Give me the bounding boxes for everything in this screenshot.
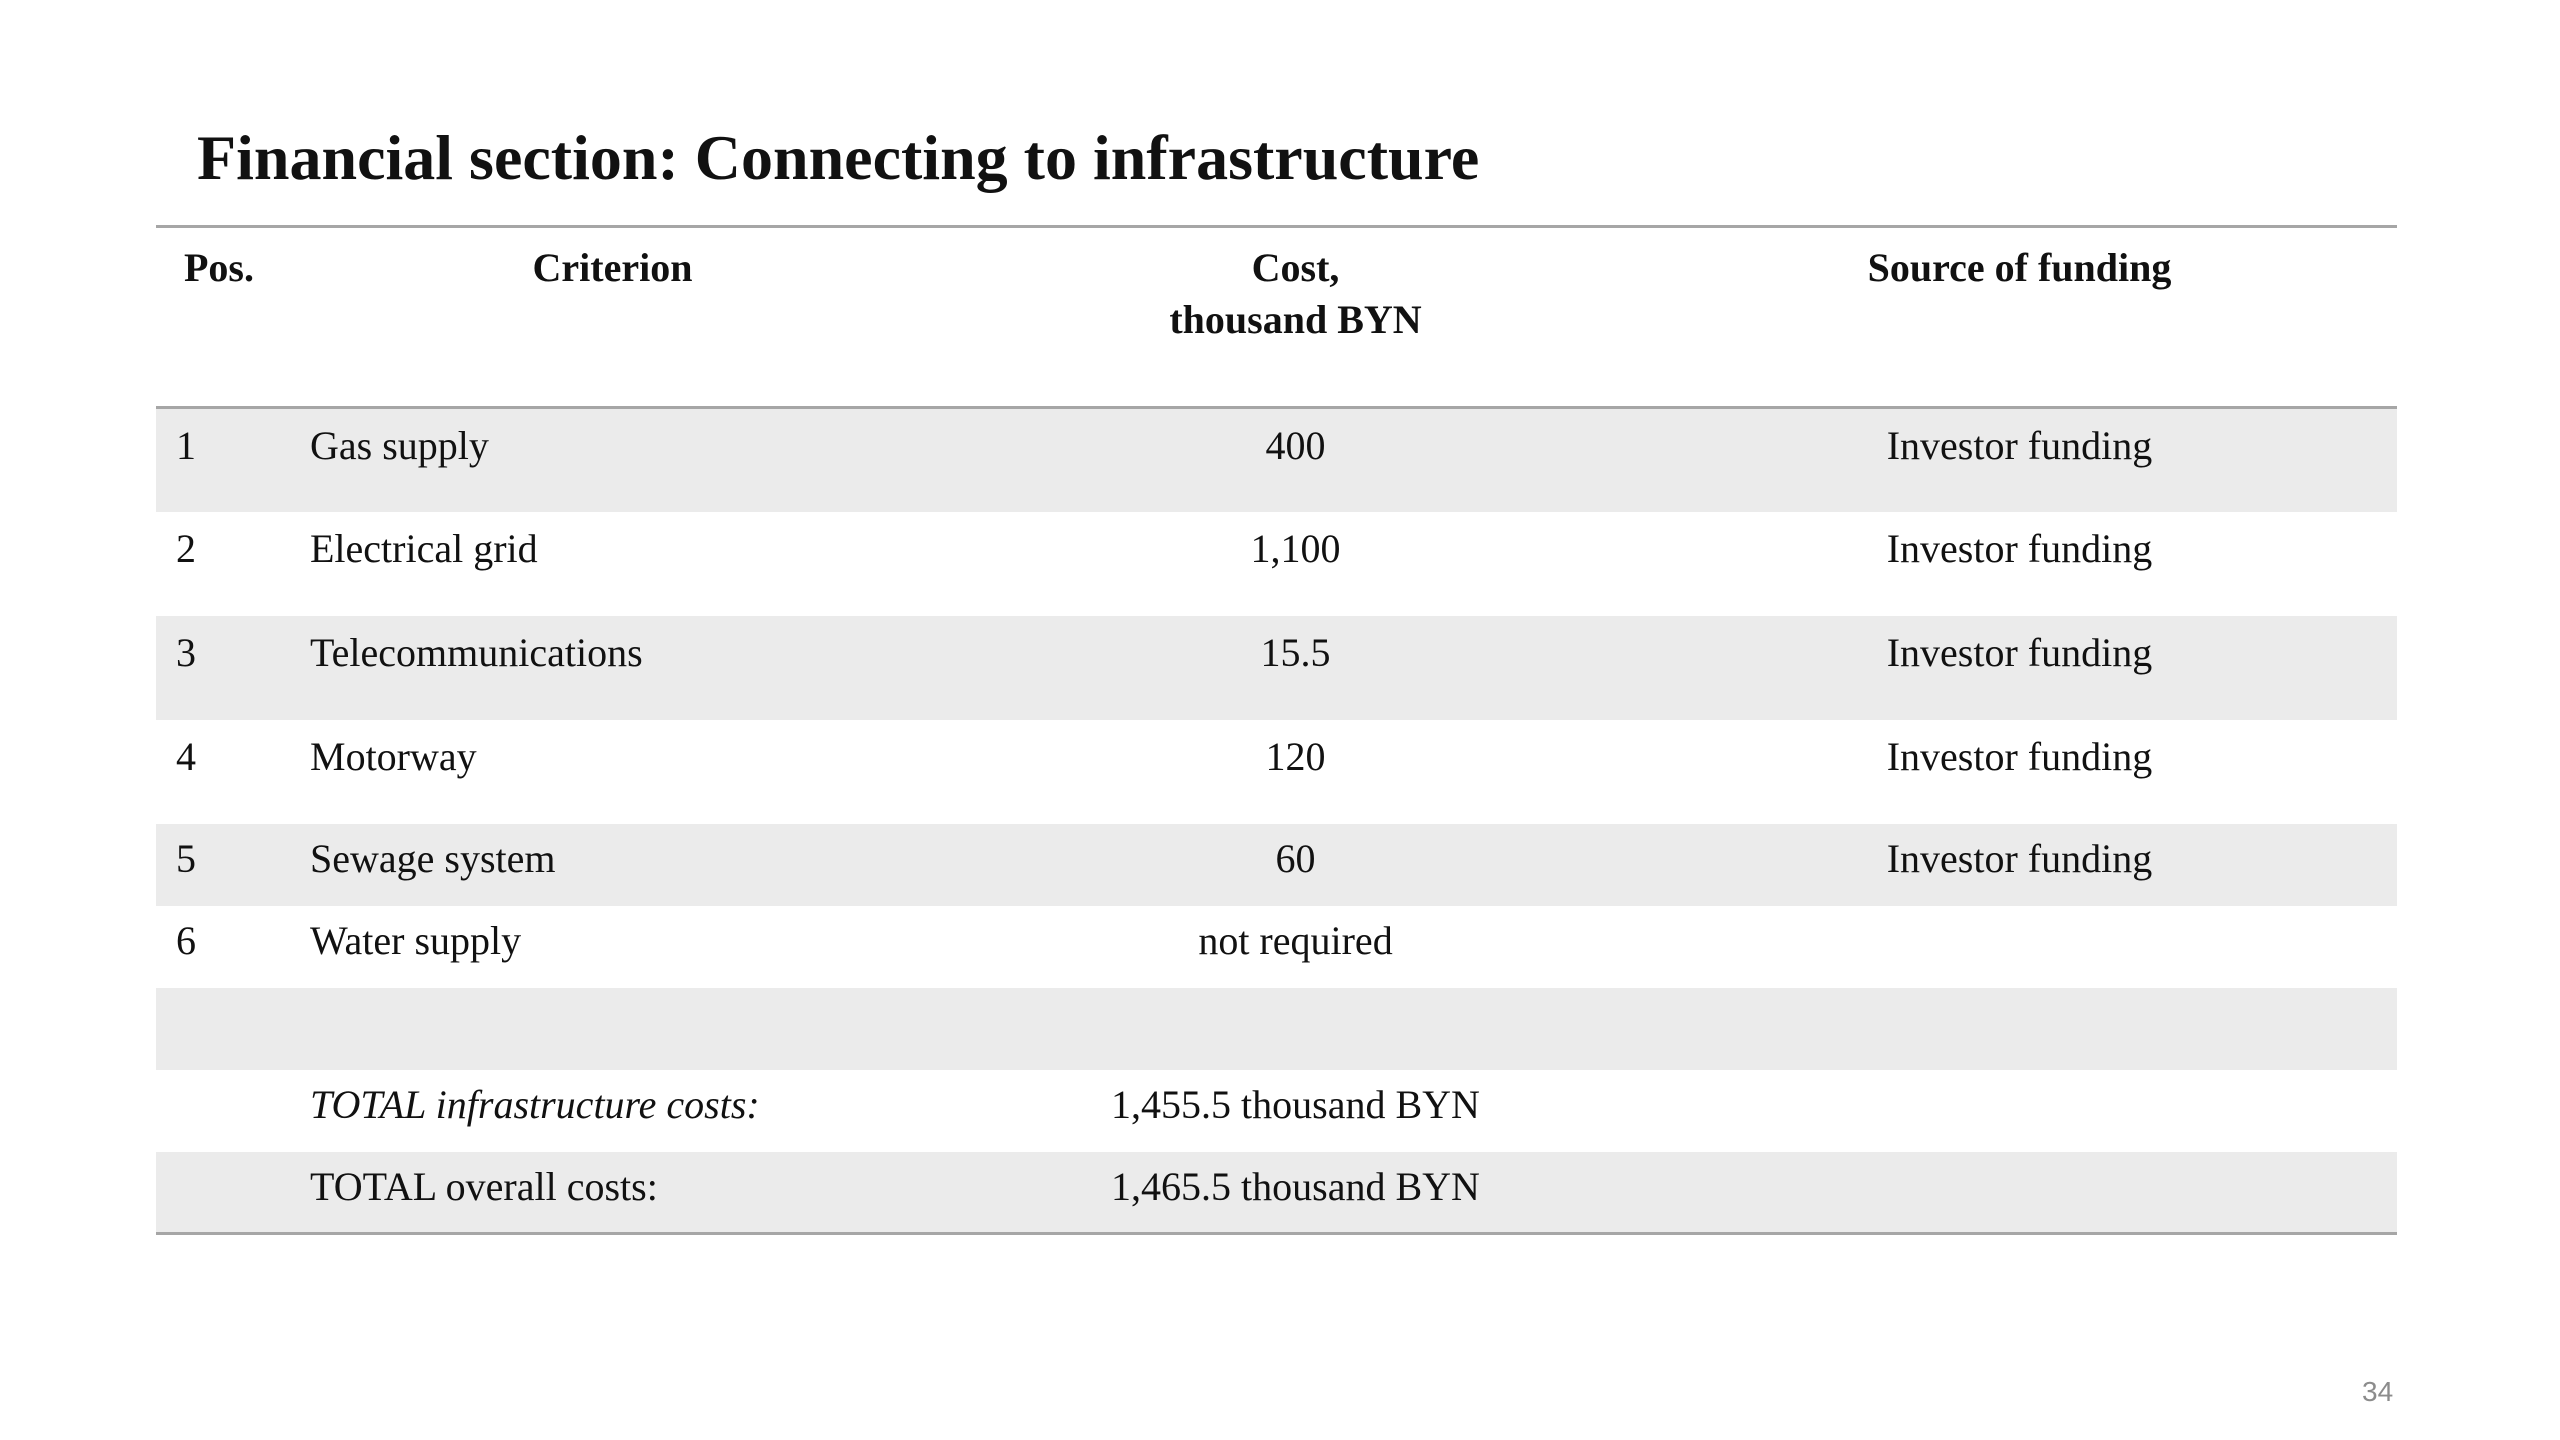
header-cost-line2: thousand BYN <box>1169 297 1422 342</box>
row-source: Investor funding <box>1886 525 2153 571</box>
row-criterion: Motorway <box>310 733 477 779</box>
row-source <box>1642 906 2397 988</box>
table-row <box>156 720 2397 824</box>
row-pos: 4 <box>176 733 196 779</box>
row-cost: 60 <box>1275 835 1316 881</box>
table-row <box>156 616 2397 720</box>
total-overall-label: TOTAL overall costs: <box>310 1163 658 1209</box>
row-criterion: Electrical grid <box>310 525 538 571</box>
row-pos: 3 <box>176 629 196 675</box>
table-row <box>156 906 2397 988</box>
total-overall-row <box>156 1152 2397 1234</box>
row-pos: 1 <box>176 423 196 468</box>
row-cost: 120 <box>1265 733 1326 779</box>
page-number: 34 <box>2362 1376 2394 1407</box>
row-source: Investor funding <box>1886 629 2153 675</box>
row-cost: not required <box>1198 917 1393 963</box>
row-pos: 5 <box>176 835 196 881</box>
empty-row <box>156 988 2397 1070</box>
row-cost: 1,100 <box>1250 525 1341 571</box>
infrastructure-cost-table <box>156 225 2397 1235</box>
row-criterion: Gas supply <box>310 423 489 468</box>
table-header-row <box>156 227 2397 408</box>
table-row <box>156 408 2397 512</box>
header-cost <box>949 227 1642 408</box>
total-infrastructure-value: 1,455.5 thousand BYN <box>1111 1081 1480 1127</box>
row-cost: 15.5 <box>1260 629 1331 675</box>
total-infrastructure-label: TOTAL infrastructure costs: <box>310 1081 760 1127</box>
table-row <box>156 824 2397 906</box>
header-source: Source of funding <box>1867 245 2172 290</box>
row-pos: 6 <box>176 917 196 963</box>
table-row <box>156 512 2397 616</box>
header-criterion: Criterion <box>532 245 693 290</box>
row-criterion: Water supply <box>310 917 522 963</box>
row-pos: 2 <box>176 525 196 571</box>
row-criterion: Sewage system <box>310 835 556 881</box>
total-infrastructure-row <box>156 1070 2397 1152</box>
row-source: Investor funding <box>1886 733 2153 779</box>
row-source: Investor funding <box>1886 835 2153 881</box>
header-cost-line1: Cost, <box>1251 245 1340 290</box>
row-cost: 400 <box>1265 423 1326 468</box>
row-criterion: Telecommunications <box>310 629 643 675</box>
slide-title: Financial section: Connecting to infrastructure <box>197 122 1480 193</box>
total-overall-value: 1,465.5 thousand BYN <box>1111 1163 1480 1209</box>
row-source: Investor funding <box>1886 423 2153 468</box>
header-pos: Pos. <box>184 245 254 290</box>
